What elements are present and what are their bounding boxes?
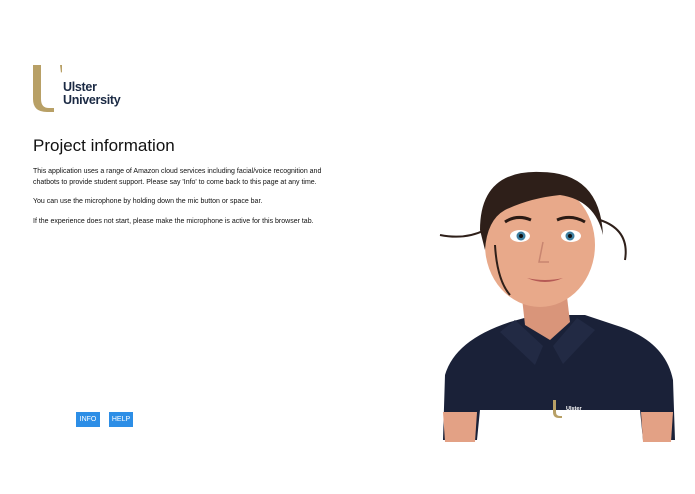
logo-wordmark: [63, 81, 120, 106]
troubleshoot-paragraph: If the experience does not start, please make the microphone is active for this browser tab.: [33, 218, 314, 225]
page-title: Project information: [33, 136, 175, 155]
shirt-logo-line1: Ulster: [566, 406, 582, 412]
logo-u-mark-icon: [32, 63, 62, 113]
shirt-logo-line2: University: [566, 412, 593, 418]
virtual-assistant-avatar: [425, 150, 695, 445]
intro-paragraph: [33, 166, 363, 188]
logo-line2: University: [63, 92, 121, 107]
logo-line1: Ulster: [63, 80, 97, 94]
microphone-paragraph: You can use the microphone by holding down the mic button or space bar.: [33, 198, 263, 205]
intro-line1: This application uses a range of Amazon cloud services including facial/voice recognition and: [33, 168, 322, 175]
help-button[interactable]: HELP: [109, 412, 133, 427]
intro-line2: chatbots to provide student support. Please say 'Info' to come back to this page at any time.: [33, 179, 317, 186]
ulster-university-logo: [32, 63, 132, 115]
avatar-illustration: [425, 150, 695, 445]
info-button[interactable]: INFO: [76, 412, 100, 427]
